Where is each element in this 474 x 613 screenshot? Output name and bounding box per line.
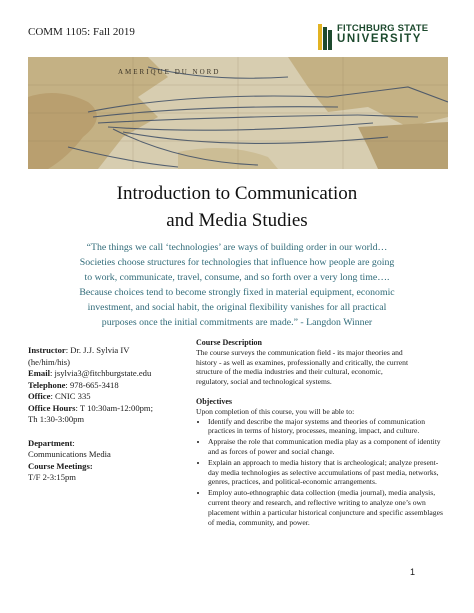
course-code: COMM 1105: Fall 2019 <box>28 26 135 38</box>
office-value: : CNIC 335 <box>50 391 91 401</box>
logo-name-line2: UNIVERSITY <box>337 33 423 45</box>
title-line-2: and Media Studies <box>166 210 308 231</box>
quote-line: to work, communicate, travel, consume, and so forth over a very long time…. <box>84 272 390 283</box>
department-value: Communications Media <box>28 449 111 459</box>
description-line: regulatory, social and technological systems. <box>196 377 332 387</box>
objectives-list <box>196 417 446 528</box>
objectives-heading: Objectives <box>196 396 232 406</box>
email-value: : jsylvia3@fitchburgstate.edu <box>49 368 152 378</box>
logo-mark-icon <box>318 24 332 50</box>
instructor-label: Instructor <box>28 345 66 355</box>
meetings-label: Course Meetings <box>28 460 90 471</box>
quote-line: Societies choose structures for technologies that influence how people are going <box>79 257 395 268</box>
description-heading: Course Description <box>196 338 262 347</box>
quote-line: investment, and social habit, the original flexibility vanishes for all practical <box>87 302 387 313</box>
meetings-colon: : <box>89 460 93 471</box>
map-label: AMERIQUE DU NORD <box>118 68 221 76</box>
university-logo <box>318 24 428 50</box>
objectives-intro: Upon completion of this course, you will be able to: <box>196 406 355 416</box>
telephone-label: Telephone <box>28 379 66 390</box>
logo-name-line1: FITCHBURG STATE <box>337 23 429 34</box>
objective-item: • Appraise the role that communication media play as a component of identity and as forces of power and social change. <box>208 437 446 457</box>
cable-map-image <box>28 57 448 169</box>
meetings-value: T/F 2-3:15pm <box>28 472 76 482</box>
office-hours-value: : T 10:30am-12:00pm; <box>75 402 154 413</box>
email-label: Email <box>28 368 50 378</box>
objective-item: • Employ auto-ethnographic data collection (media journal), media analysis, current theory and research, and reflective writing to analyze one’s own placement within a particular historical conjuncture and specific assemblages of media, community, and power. <box>208 488 446 527</box>
page-title <box>0 180 474 234</box>
description-line: history - as well as examines, professionally and critically, the current <box>196 357 409 367</box>
department-label: Department <box>28 437 73 448</box>
epigraph-quote <box>32 240 442 330</box>
objective-item: • Identify and describe the major systems and theories of communication practices in terms of history, processes, meaning, impact, and culture. <box>208 417 446 437</box>
description-line: structure of the media industries and their cultural, economic, <box>196 367 383 377</box>
objective-item: • Explain an approach to media history that is archeological; analyze present-day media technologies as selective accumulations of past media, networks, genres, practices, and political-economic arrangements. <box>208 458 446 487</box>
office-hours-value-2: Th 1:30-3:00pm <box>28 414 85 424</box>
page-number: 1 <box>410 567 416 577</box>
office-label: Office <box>28 391 51 401</box>
description-line: The course surveys the communication field - its major theories and <box>196 347 403 357</box>
title-line-1: Introduction to Communication <box>116 183 358 204</box>
instructor-info <box>28 345 198 484</box>
quote-line: purposes once the initial commitments are made.” - Langdon Winner <box>101 317 373 328</box>
quote-line: Because choices tend to become strongly fixed in material equipment, economic <box>79 287 395 298</box>
instructor-name: : Dr. J.J. Sylvia IV <box>65 345 130 355</box>
instructor-pronouns: (he/him/his) <box>28 356 71 367</box>
quote-line: “The things we call ‘technologies’ are ways of building order in our world… <box>86 242 388 253</box>
department-colon: : <box>72 437 75 448</box>
office-hours-label: Office Hours <box>28 402 76 413</box>
telephone-value: : 978-665-3418 <box>65 379 119 390</box>
course-details <box>196 338 446 528</box>
